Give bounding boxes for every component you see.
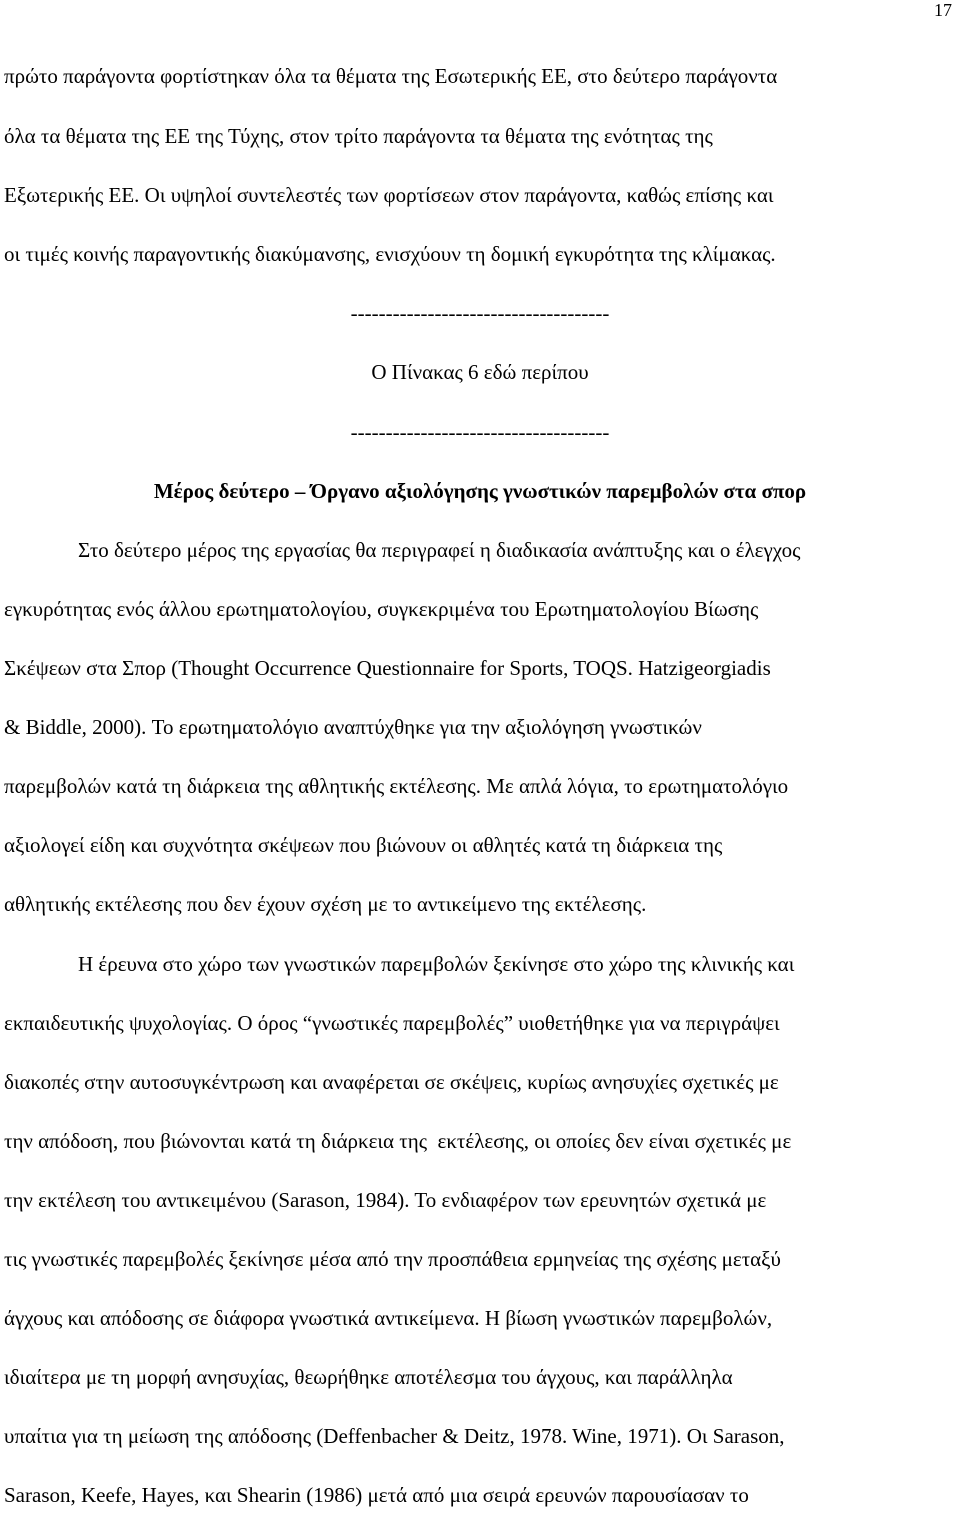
dashes-top: -------------------------------------	[350, 301, 610, 325]
text-line: ιδιαίτερα με τη μορφή ανησυχίας, θεωρήθηκε αποτέλεσμα του άγχους, και παράλληλα	[4, 1365, 733, 1389]
text-line: Στο δεύτερο μέρος της εργασίας θα περιγραφεί η διαδικασία ανάπτυξης και ο έλεγχος	[78, 538, 801, 562]
text-line: την απόδοση, που βιώνονται κατά τη διάρκεια της εκτέλεσης, οι οποίες δεν είναι σχετικές με	[4, 1129, 792, 1153]
page-number: 17	[934, 0, 952, 20]
text-line: & Biddle, 2000). Το ερωτηματολόγιο αναπτύχθηκε για την αξιολόγηση γνωστικών	[4, 715, 702, 739]
text-line: Η έρευνα στο χώρο των γνωστικών παρεμβολών ξεκίνησε στο χώρο της κλινικής και	[78, 952, 795, 976]
text-line: αθλητικής εκτέλεσης που δεν έχουν σχέση με το αντικείμενο της εκτέλεσης.	[4, 892, 647, 916]
text-line: οι τιμές κοινής παραγοντικής διακύμανσης, ενισχύουν τη δομική εγκυρότητα της κλίμακας.	[4, 242, 776, 266]
text-line: τις γνωστικές παρεμβολές ξεκίνησε μέσα από την προσπάθεια ερμηνείας της σχέσης μεταξύ	[4, 1247, 781, 1271]
text-line: αξιολογεί είδη και συχνότητα σκέψεων που βιώνουν οι αθλητές κατά τη διάρκεια της	[4, 833, 723, 857]
text-line: εγκυρότητας ενός άλλου ερωτηματολογίου, συγκεκριμένα του Ερωτηματολογίου Βίωσης	[4, 597, 759, 621]
text-line: εκπαιδευτικής ψυχολογίας. Ο όρος “γνωστικές παρεμβολές” υιοθετήθηκε για να περιγράψει	[4, 1011, 780, 1035]
text-line: υπαίτια για τη μείωση της απόδοσης (Deffenbacher & Deitz, 1978. Wine, 1971). Οι Sarason,	[4, 1424, 785, 1448]
text-line: την εκτέλεση του αντικειμένου (Sarason, 1984). Το ενδιαφέρον των ερευνητών σχετικά με	[4, 1188, 767, 1212]
text-line: άγχους και απόδοσης σε διάφορα γνωστικά αντικείμενα. Η βίωση γνωστικών παρεμβολών,	[4, 1306, 773, 1330]
text-line: όλα τα θέματα της ΕΕ της Τύχης, στον τρίτο παράγοντα τα θέματα της ενότητας της	[4, 124, 713, 148]
text-line: Σκέψεων στα Σπορ (Thought Occurrence Questionnaire for Sports, TOQS. Hatzigeorgiadis	[4, 656, 771, 680]
text-line: παρεμβολών κατά τη διάρκεια της αθλητικής εκτέλεσης. Με απλά λόγια, το ερωτηματολόγιο	[4, 774, 789, 798]
text-line: πρώτο παράγοντα φορτίστηκαν όλα τα θέματα της Εσωτερικής ΕΕ, στο δεύτερο παράγοντα	[4, 64, 778, 88]
dashes-bottom: -------------------------------------	[350, 420, 610, 444]
text-line: Sarason, Keefe, Hayes, και Shearin (1986) μετά από μια σειρά ερευνών παρουσίασαν το	[4, 1483, 749, 1507]
text-line: διακοπές στην αυτοσυγκέντρωση και αναφέρεται σε σκέψεις, κυρίως ανησυχίες σχετικές με	[4, 1070, 779, 1094]
table-placeholder-text: Ο Πίνακας 6 εδώ περίπου	[371, 360, 589, 384]
text-line: Εξωτερικής ΕΕ. Οι υψηλοί συντελεστές των φορτίσεων στον παράγοντα, καθώς επίσης και	[4, 183, 774, 207]
section-heading: Μέρος δεύτερο – Όργανο αξιολόγησης γνωστικών παρεμβολών στα σπορ	[153, 479, 807, 503]
